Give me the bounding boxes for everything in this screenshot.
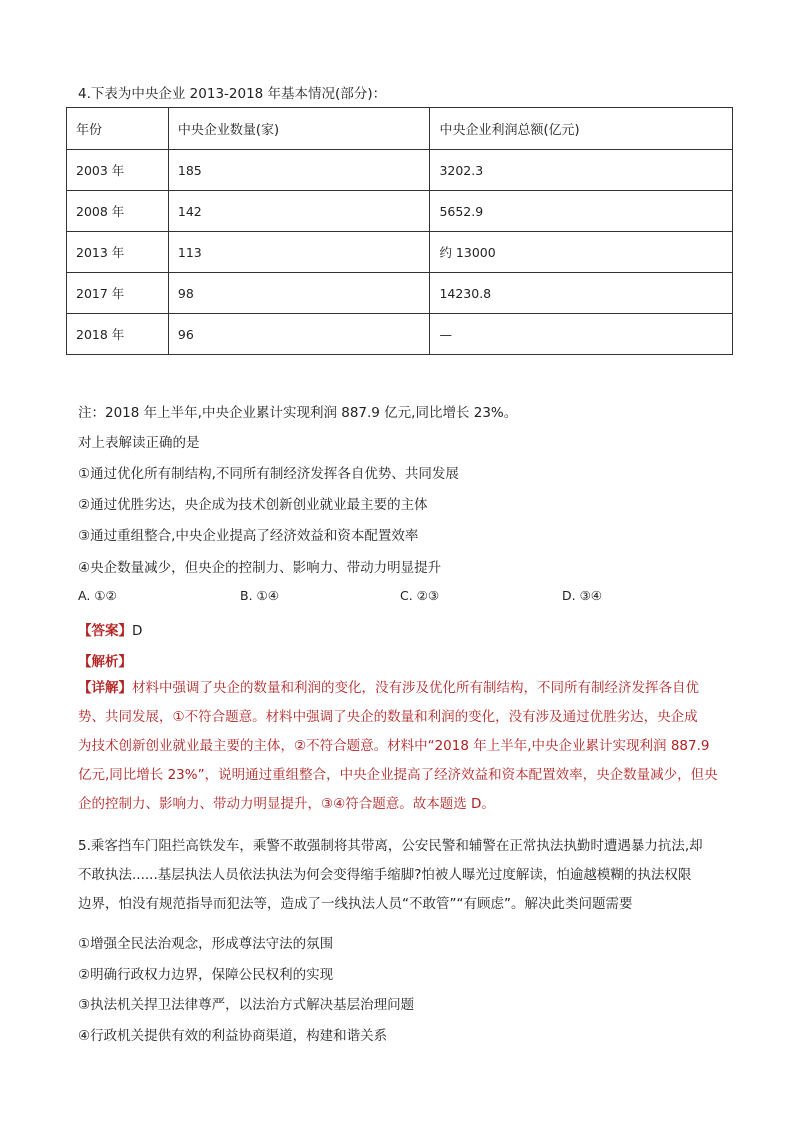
table-cell: 2017 年 [67, 273, 169, 314]
detail-label: 【详解】 [78, 680, 132, 696]
option-a: A. ①② [78, 588, 117, 603]
detail-text: 材料中强调了央企的数量和利润的变化，没有涉及优化所有制结构，不同所有制经济发挥各自优 [132, 680, 699, 696]
answer-line [78, 619, 142, 639]
stem-line: 5.乘客挡车门阻拦高铁发车，乘警不敢强制将其带离，公安民警和辅警在正常执法执勤时遭遇暴力抗法,却 [78, 838, 703, 854]
q5-statement-3: ③执法机关捍卫法律尊严，以法治方式解决基层治理问题 [78, 997, 415, 1013]
stem-line: 不敢执法......基层执法人员依法执法为何会变得缩手缩脚?怕被人曝光过度解读，怕逾越模糊的执法权限 [78, 867, 692, 883]
table-cell: 98 [168, 273, 430, 314]
table-row [67, 191, 733, 232]
question-4-title: 4.下表为中央企业 2013-2018 年基本情况(部分)： [78, 86, 387, 102]
table-cell: 96 [168, 314, 430, 355]
table-header-cell: 中央企业利润总额(亿元) [430, 108, 733, 150]
option-c: C. ②③ [400, 588, 440, 603]
question-5-stem [78, 832, 728, 919]
q5-statement-1: ①增强全民法治观念，形成尊法守法的氛围 [78, 936, 334, 952]
table-cell: 2003 年 [67, 150, 169, 191]
table-cell: 2013 年 [67, 232, 169, 273]
table-cell: 2008 年 [67, 191, 169, 232]
table-row [67, 314, 733, 355]
question-4-stem: 对上表解读正确的是 [78, 435, 200, 451]
table-cell: 142 [168, 191, 430, 232]
table-cell: 约 13000 [430, 232, 733, 273]
statement-4: ④央企数量减少，但央企的控制力、影响力、带动力明显提升 [78, 560, 442, 576]
statement-2: ②通过优胜劣达，央企成为技术创新创业就业最主要的主体 [78, 497, 428, 513]
answer-label: 【答案】 [78, 623, 132, 639]
detail-line: 为技术创新创业就业最主要的主体，②不符合题意。材料中“2018 年上半年,中央企业累计实现利润 887.9 [78, 738, 710, 754]
statement-3: ③通过重组整合,中央企业提高了经济效益和资本配置效率 [78, 528, 419, 544]
table-cell: 3202.3 [430, 150, 733, 191]
analysis-label: 【解析】 [78, 654, 132, 670]
table-cell: 5652.9 [430, 191, 733, 232]
table-cell: 14230.8 [430, 273, 733, 314]
table-cell: 185 [168, 150, 430, 191]
q5-statement-4: ④行政机关提供有效的利益协商渠道，构建和谐关系 [78, 1028, 388, 1044]
table-cell: — [430, 314, 733, 355]
stem-line: 边界，怕没有规范指导而犯法等，造成了一线执法人员“不敢管”“有顾虑”。解决此类问题需要 [78, 896, 633, 912]
table-header-cell: 中央企业数量(家) [168, 108, 430, 150]
answer-value: D [132, 623, 143, 639]
table-cell: 2018 年 [67, 314, 169, 355]
table-row [67, 232, 733, 273]
table-cell: 113 [168, 232, 430, 273]
option-b: B. ①④ [240, 588, 279, 603]
table-row [67, 150, 733, 191]
table-header-cell: 年份 [67, 108, 169, 150]
option-d: D. ③④ [562, 588, 602, 603]
table-note: 注：2018 年上半年,中央企业累计实现利润 887.9 亿元,同比增长 23%。 [78, 405, 518, 421]
detail-line: 势、共同发展，①不符合题意。材料中强调了央企的数量和利润的变化，没有涉及通过优胜劣达，央企成 [78, 709, 698, 725]
table-row [67, 273, 733, 314]
detail-line: 亿元,同比增长 23%”，说明通过重组整合，中央企业提高了经济效益和资本配置效率，央企数量减少，但央 [78, 767, 718, 783]
q5-statement-2: ②明确行政权力边界，保障公民权利的实现 [78, 967, 334, 983]
table-header-row [67, 108, 733, 150]
detail-line: 企的控制力、影响力、带动力明显提升，③④符合题意。故本题选 D。 [78, 796, 495, 812]
detail-line [78, 674, 728, 703]
statement-1: ①通过优化所有制结构,不同所有制经济发挥各自优势、共同发展 [78, 466, 459, 482]
central-enterprise-table [66, 107, 733, 355]
detail-paragraph [78, 674, 728, 819]
